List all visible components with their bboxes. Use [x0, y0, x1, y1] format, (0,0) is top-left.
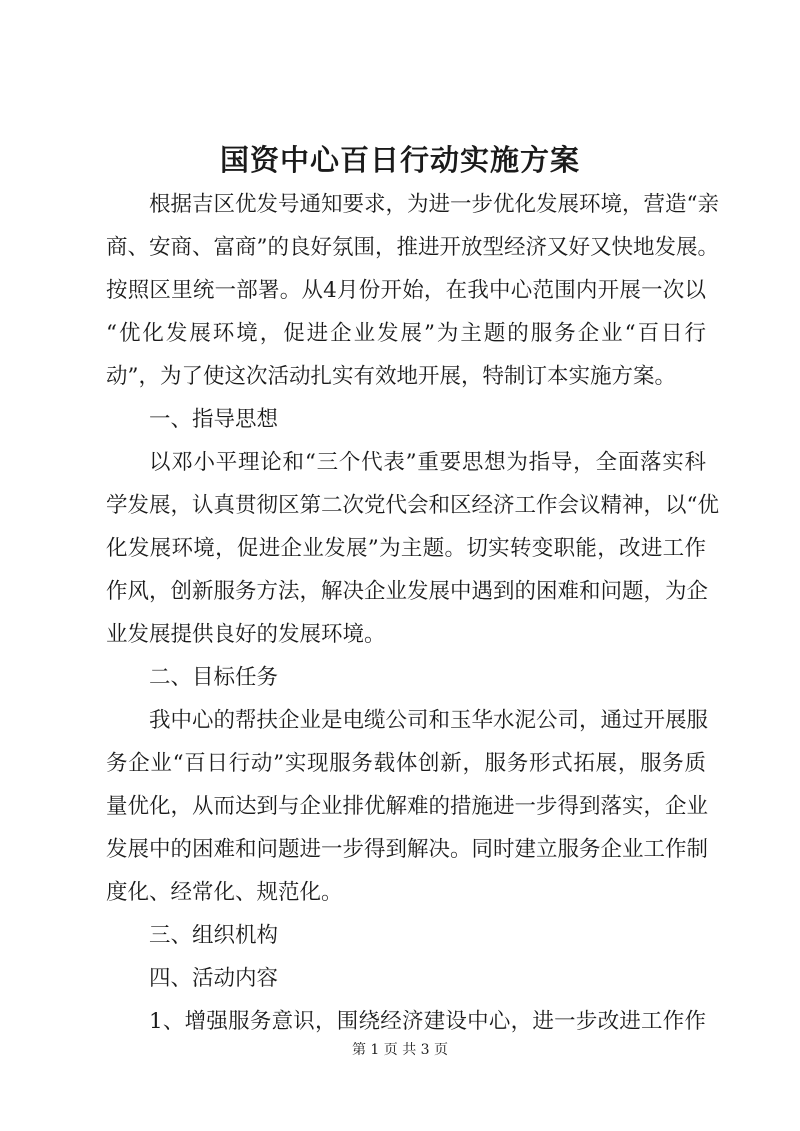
intro-line: 根据吉区优发号通知要求，为进一步优化发展环境，营造“亲: [149, 192, 719, 217]
intro-line: 商、安商、富商”的良好氛围，推进开放型经济又好又快地发展。: [106, 235, 719, 260]
section2-line: 我中心的帮扶企业是电缆公司和玉华水泥公司，通过开展服: [149, 708, 709, 733]
section2-line: 发展中的困难和问题进一步得到解决。同时建立服务企业工作制: [106, 837, 709, 862]
section1-line: 作风，创新服务方法，解决企业发展中遇到的困难和问题，为企: [106, 579, 709, 604]
section2-line: 度化、经常化、规范化。: [106, 880, 343, 905]
activity-item-1: 1、增强服务意识，围绕经济建设中心，进一步改进工作作: [149, 1009, 706, 1034]
document-body: [106, 183, 719, 1043]
section-heading-activities: 四、活动内容: [149, 966, 279, 991]
section2-line: 务企业“百日行动”实现服务载体创新，服务形式拓展，服务质: [106, 751, 706, 776]
section-heading-goals: 二、目标任务: [149, 665, 279, 690]
section2-line: 量优化，从而达到与企业排优解难的措施进一步得到落实，企业: [106, 794, 709, 819]
intro-line: 动”，为了使这次活动扎实有效地开展，特制订本实施方案。: [106, 364, 676, 389]
intro-line: “优化发展环境，促进企业发展”为主题的服务企业“百日行: [106, 321, 706, 346]
section1-line: 学发展，认真贯彻区第二次党代会和区经济工作会议精神，以“优: [106, 493, 719, 518]
section-heading-guiding-ideology: 一、指导思想: [149, 407, 279, 432]
section1-line: 业发展提供良好的发展环境。: [106, 622, 386, 647]
section1-line: 以邓小平理论和“三个代表”重要思想为指导，全面落实科: [149, 450, 706, 475]
document-title: 国资中心百日行动实施方案: [219, 143, 580, 177]
section1-line: 化发展环境，促进企业发展”为主题。切实转变职能，改进工作: [106, 536, 706, 561]
page-number-footer: 第 1 页 共 3 页: [351, 1042, 449, 1058]
section-heading-organization: 三、组织机构: [149, 923, 279, 948]
intro-line: 按照区里统一部署。从4月份开始，在我中心范围内开展一次以: [106, 278, 706, 303]
